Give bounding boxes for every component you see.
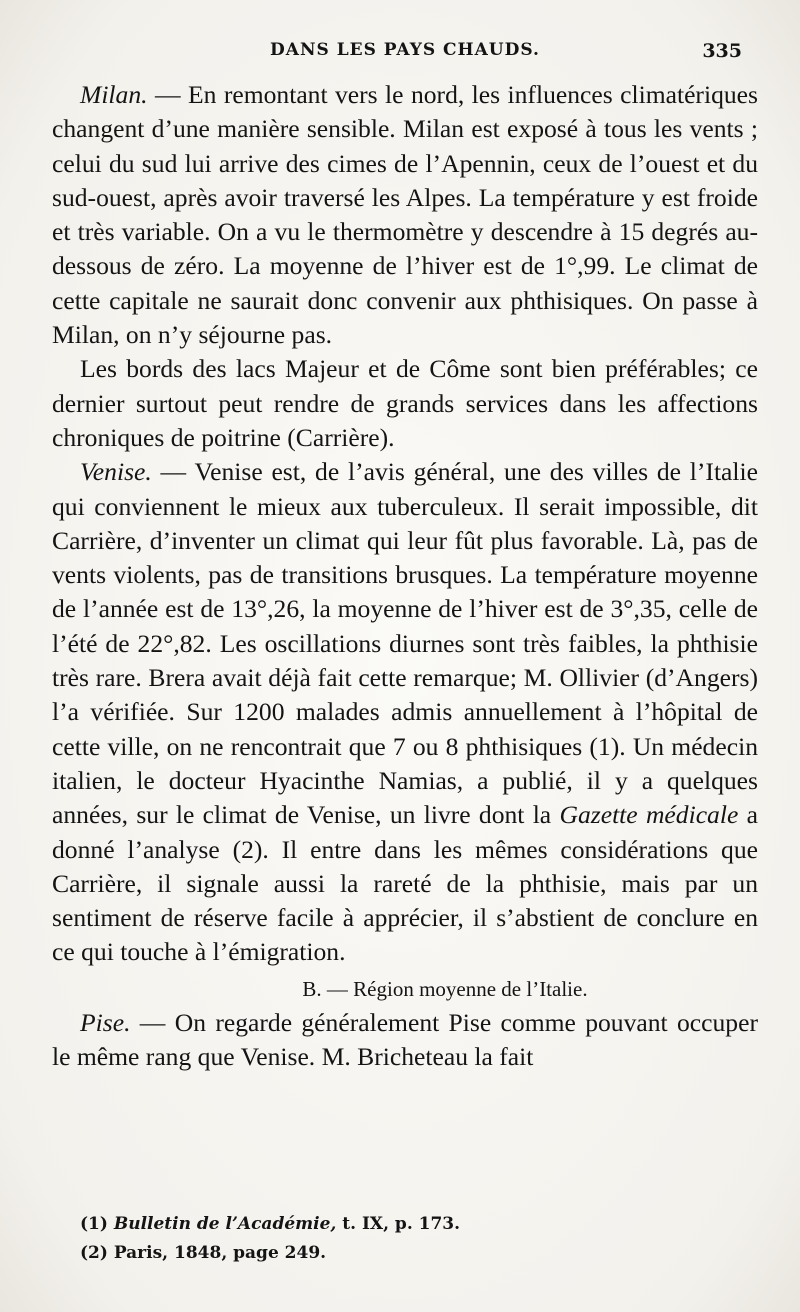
footnote-marker: (2): [80, 1243, 114, 1263]
section-heading: B. — Région moyenne de l’Italie.: [302, 976, 588, 1001]
body-text: [52, 78, 758, 1074]
footnote-source: Bulletin de l’Académie,: [113, 1214, 337, 1234]
paragraph-text: — Venise est, de l’avis général, une des villes de l’Italie qui conviennent le mieux aux tuberculeux. Il serait impossible, dit Carrière, d’inventer un climat qui leur fût plus favorable. Là, pas de vents violents, pas de transitions brusques. La température moyenne de l’année est de 13°,26, la moyenne de l’hiver est de 3°,35, celle de l’été de 22°,82. Les oscillations diurnes sont très faibles, la phthisie très rare. Brera avait déjà fait cette remarque; M. Ollivier (d’Angers) l’a vérifiée. Sur 1200 malades admis annuellement à l’hôpital de cette ville, on ne rencontrait que 7 ou 8 phthisiques (1). Un médecin italien, le docteur Hyacinthe Namias, a publié, il y a quelques années, sur le climat de Venise, un livre dont la: [52, 457, 758, 830]
running-title: DANS LES PAYS CHAUDS.: [270, 40, 540, 60]
paragraph-lead: Venise.: [80, 457, 152, 487]
paragraph-text: — En remontant vers le nord, les influences climatériques changent d’une manière sensible. Milan est exposé à tous les vents ; celui du sud lui arrive des cimes de l’Apennin, ceux de l’ouest et du sud-ouest, après avoir traversé les Alpes. La température y est froide et très variable. On a vu le thermomètre y descendre à 15 degrés au-dessous de zéro. La moyenne de l’hiver est de 1°,99. Le climat de cette capitale ne saurait donc convenir aux phthisiques. On passe à Milan, on n’y séjourne pas.: [52, 80, 758, 350]
footnote-marker: (1): [80, 1214, 114, 1234]
paragraph-venise: [52, 455, 758, 969]
paragraph-pise: [52, 1006, 758, 1075]
footnote-2: [80, 1239, 760, 1268]
paragraph-text: Les bords des lacs Majeur et de Côme sont bien préférables; ce dernier surtout peut rendre de grands services dans les affections chroniques de poitrine (Carrière).: [52, 354, 758, 452]
paragraph-lead: Pise.: [80, 1007, 131, 1037]
journal-title: Gazette médicale: [559, 800, 739, 830]
footnotes: [80, 1210, 760, 1268]
paragraph-text: a donné l’analyse (2). Il entre dans les mêmes considérations que Carrière, il signale aussi la rareté de la phthisie, mais par un sentiment de réserve facile à apprécier, il s’abstient de conclure en ce qui touche à l’émigration.: [52, 800, 758, 967]
paragraph-text: — On regarde généralement Pise comme pouvant occuper le même rang que Venise. M. Bricheteau la fait: [52, 1007, 758, 1072]
paragraph-milan: [52, 78, 758, 352]
paragraph-lead: Milan.: [80, 80, 148, 109]
footnote-text: t. IX, p. 173.: [336, 1214, 461, 1234]
page-number: 335: [702, 40, 742, 62]
page-header: [40, 40, 770, 68]
footnote-text: Paris, 1848, page 249.: [113, 1243, 327, 1263]
footnote-1: [80, 1210, 760, 1239]
paragraph-lacs: [52, 352, 758, 455]
